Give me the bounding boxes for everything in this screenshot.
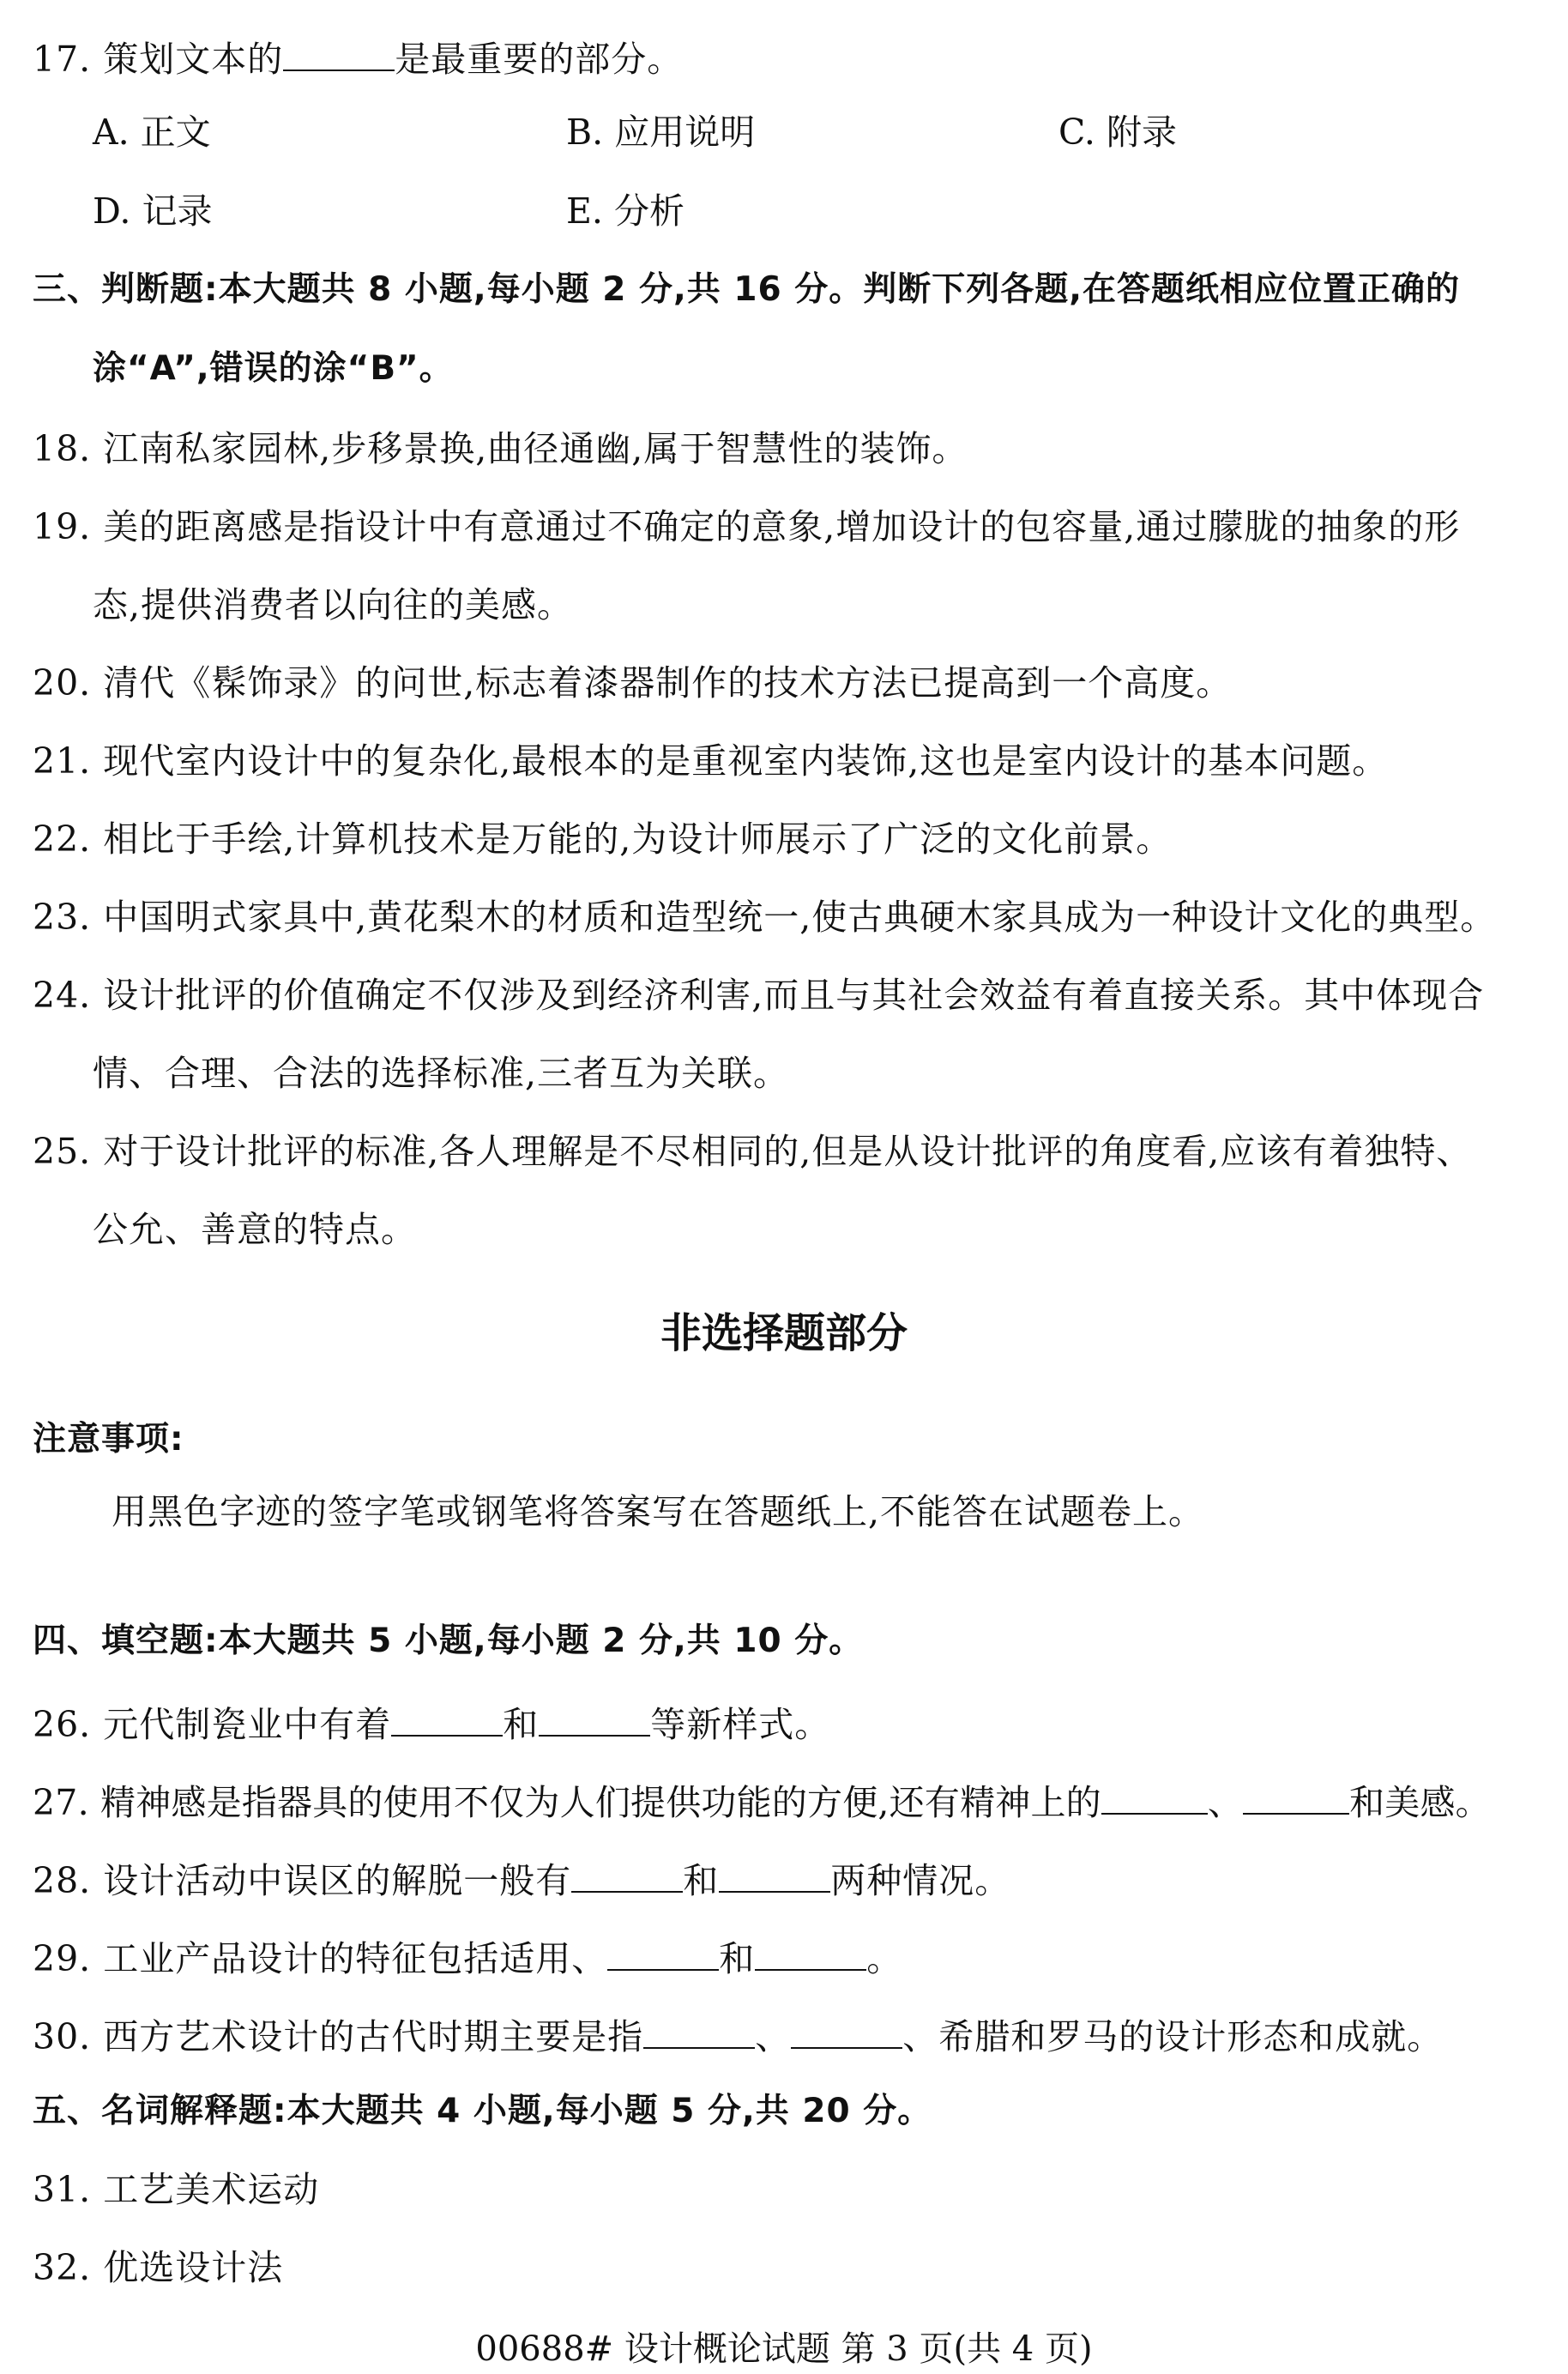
answer-blank [1101,1781,1208,1815]
q30-mid: 、 [755,2015,792,2057]
question-25-cont: 公允、善意的特点。 [93,1209,417,1250]
answer-blank [283,38,395,71]
answer-blank [391,1703,503,1737]
question-21: 21. 现代室内设计中的复杂化,最根本的是重视室内装饰,这也是室内设计的基本问题。 [33,740,1389,782]
q30-pre: 30. 西方艺术设计的古代时期主要是指 [33,2015,644,2057]
question-18: 18. 江南私家园林,步移景换,曲径通幽,属于智慧性的装饰。 [33,428,968,469]
question-24: 24. 设计批评的价值确定不仅涉及到经济利害,而且与其社会效益有着直接关系。其中体现合 [33,975,1485,1016]
answer-blank [643,2015,755,2049]
section-3-heading-cont: 涂“A”,错误的涂“B”。 [93,349,454,388]
question-19-cont: 态,提供消费者以向往的美感。 [93,584,574,625]
question-23: 23. 中国明式家具中,黄花梨木的材质和造型统一,使古典硬木家具成为一种设计文化的典型。 [33,897,1497,938]
q28-mid: 和 [683,1859,720,1901]
q30-post: 、希腊和罗马的设计形态和成就。 [902,2015,1444,2057]
q26-post: 等新样式。 [650,1703,831,1745]
section-3-heading: 三、判断题:本大题共 8 小题,每小题 2 分,共 16 分。判断下列各题,在答题纸相应位置正确的 [33,270,1461,309]
q29-pre: 29. 工业产品设计的特征包括适用、 [33,1937,608,1979]
answer-blank [755,1937,866,1971]
question-28 [33,1859,1010,1899]
option-b: B. 应用说明 [566,112,756,153]
question-19: 19. 美的距离感是指设计中有意通过不确定的意象,增加设计的包容量,通过朦胧的抽象的形 [33,506,1461,547]
question-20: 20. 清代《髹饰录》的问世,标志着漆器制作的技术方法已提高到一个高度。 [33,662,1233,704]
question-25: 25. 对于设计批评的标准,各人理解是不尽相同的,但是从设计批评的角度看,应该有着独特、 [33,1131,1473,1172]
q27-pre: 27. 精神感是指器具的使用不仅为人们提供功能的方便,还有精神上的 [33,1781,1101,1823]
section-4-heading: 四、填空题:本大题共 5 小题,每小题 2 分,共 10 分。 [33,1622,864,1660]
q29-post: 。 [866,1937,903,1979]
notice-text: 用黑色字迹的签字笔或钢笔将答案写在答题纸上,不能答在试题卷上。 [112,1491,1205,1532]
option-c: C. 附录 [1058,112,1177,153]
q28-pre: 28. 设计活动中误区的解脱一般有 [33,1859,572,1901]
page-footer: 00688# 设计概论试题 第 3 页(共 4 页) [475,2329,1093,2369]
q26-pre: 26. 元代制瓷业中有着 [33,1703,392,1745]
answer-blank [719,1859,830,1893]
question-27 [33,1781,1491,1821]
answer-blank [1243,1781,1349,1815]
answer-blank [571,1859,683,1893]
question-22: 22. 相比于手绘,计算机技术是万能的,为设计师展示了广泛的文化前景。 [33,819,1173,860]
option-e: E. 分析 [566,190,684,232]
question-29 [33,1937,902,1977]
part-title: 非选择题部分 [660,1309,908,1357]
option-d: D. 记录 [93,190,213,232]
q17-stem-pre: 17. 策划文本的 [33,38,284,80]
question-30 [33,2015,1443,2055]
answer-blank [791,2015,902,2049]
q26-mid: 和 [503,1703,540,1745]
answer-blank [607,1937,719,1971]
section-5-heading: 五、名词解释题:本大题共 4 小题,每小题 5 分,共 20 分。 [33,2092,932,2130]
q27-post: 和美感。 [1349,1781,1491,1823]
q28-post: 两种情况。 [830,1859,1011,1901]
question-24-cont: 情、合理、合法的选择标准,三者互为关联。 [93,1053,790,1094]
answer-blank [539,1703,650,1737]
q17-stem-post: 是最重要的部分。 [395,38,684,80]
q29-mid: 和 [719,1937,756,1979]
question-26 [33,1703,830,1743]
notice-title: 注意事项: [33,1420,184,1459]
option-a: A. 正文 [93,112,211,153]
question-17 [33,38,684,80]
q27-mid: 、 [1207,1781,1244,1823]
question-32: 32. 优选设计法 [33,2247,284,2288]
question-31: 31. 工艺美术运动 [33,2169,320,2210]
